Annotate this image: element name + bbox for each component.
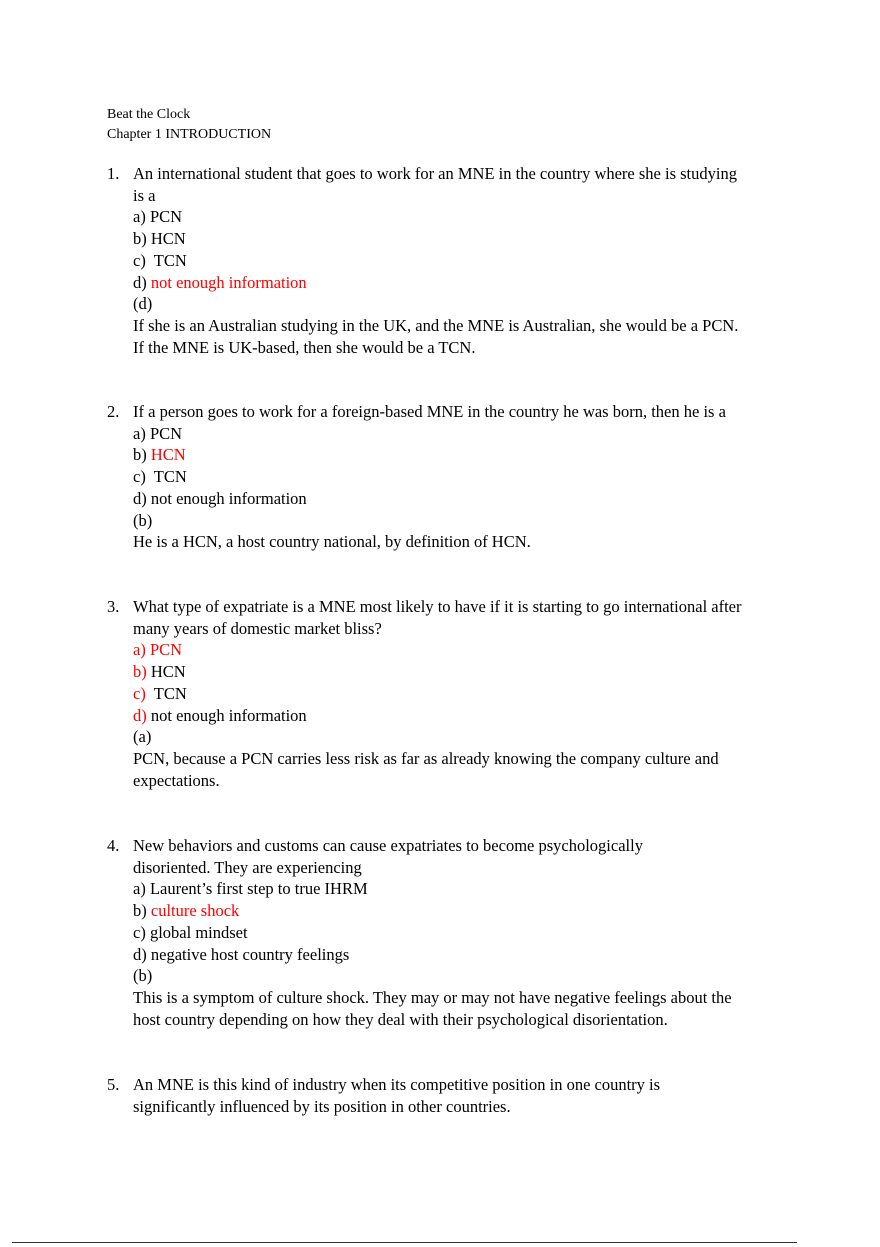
footer-divider: [12, 1242, 797, 1243]
option-a: a) Laurent’s first step to true IHRM: [133, 879, 368, 899]
document-header: [107, 105, 271, 145]
explanation-line: PCN, because a PCN carries less risk as far as already knowing the company culture and: [133, 748, 719, 768]
option-c: c) TCN: [133, 250, 187, 270]
option-c: c) global mindset: [133, 922, 248, 942]
option-b: b) HCN: [133, 229, 186, 249]
question-stem-line: significantly influenced by its position in other countries.: [133, 1096, 511, 1116]
document-title: Beat the Clock: [107, 107, 191, 122]
explanation-line: If the MNE is UK-based, then she would be a TCN.: [133, 337, 476, 357]
question-1: [107, 163, 797, 358]
option-c: c) TCN: [133, 683, 187, 703]
option-a: a) PCN: [133, 423, 183, 443]
option-b: b) HCN: [133, 445, 186, 465]
explanation-line: This is a symptom of culture shock. They may or may not have negative feelings about the: [133, 987, 732, 1007]
question-stem-line: New behaviors and customs can cause expatriates to become psychologically: [133, 836, 643, 855]
explanation-line: If she is an Australian studying in the UK, and the MNE is Australian, she would be a PCN.: [133, 315, 739, 335]
question-number: 5.: [107, 1075, 120, 1094]
option-b: b) HCN: [133, 662, 186, 682]
question-stem-line: If a person goes to work for a foreign-based MNE in the country he was born, then he is a: [133, 402, 726, 421]
option-c: c) TCN: [133, 467, 187, 487]
correct-answer-text: culture shock: [150, 901, 240, 921]
option-d: d) not enough information: [133, 705, 307, 725]
explanation-line: host country depending on how they deal with their psychological disorientation.: [133, 1009, 668, 1029]
answer-key: (d): [133, 294, 153, 314]
question-number: 3.: [107, 597, 120, 616]
answer-key: (b): [133, 966, 153, 986]
correct-answer-text: not enough information: [150, 272, 307, 292]
option-d: d) not enough information: [133, 272, 307, 292]
question-2: [107, 401, 797, 553]
option-b: b) culture shock: [133, 901, 240, 921]
question-stem-line: many years of domestic market bliss?: [133, 618, 382, 638]
question-4: [107, 835, 797, 1030]
chapter-title: Chapter 1 INTRODUCTION: [107, 127, 272, 142]
option-d: d) negative host country feelings: [133, 944, 350, 964]
question-stem-line: An MNE is this kind of industry when its competitive position in one country is: [133, 1075, 661, 1094]
correct-answer-text: PCN: [149, 640, 183, 660]
question-stem-line: What type of expatriate is a MNE most likely to have if it is starting to go international after: [133, 597, 742, 616]
question-stem-line: An international student that goes to work for an MNE in the country where she is studying: [133, 164, 737, 183]
question-3: [107, 596, 797, 791]
correct-answer-text: HCN: [150, 445, 186, 465]
question-5: [107, 1074, 797, 1117]
answer-key: (a): [133, 727, 152, 747]
option-a: a) PCN: [133, 640, 183, 660]
answer-key: (b): [133, 510, 153, 530]
question-number: 1.: [107, 164, 120, 183]
explanation-line: expectations.: [133, 770, 220, 790]
question-stem-line: disoriented. They are experiencing: [133, 857, 362, 877]
option-a: a) PCN: [133, 207, 183, 227]
question-stem-line: is a: [133, 185, 156, 205]
question-number: 2.: [107, 402, 120, 421]
question-number: 4.: [107, 836, 120, 855]
option-d: d) not enough information: [133, 488, 307, 508]
explanation-line: He is a HCN, a host country national, by definition of HCN.: [133, 532, 531, 552]
